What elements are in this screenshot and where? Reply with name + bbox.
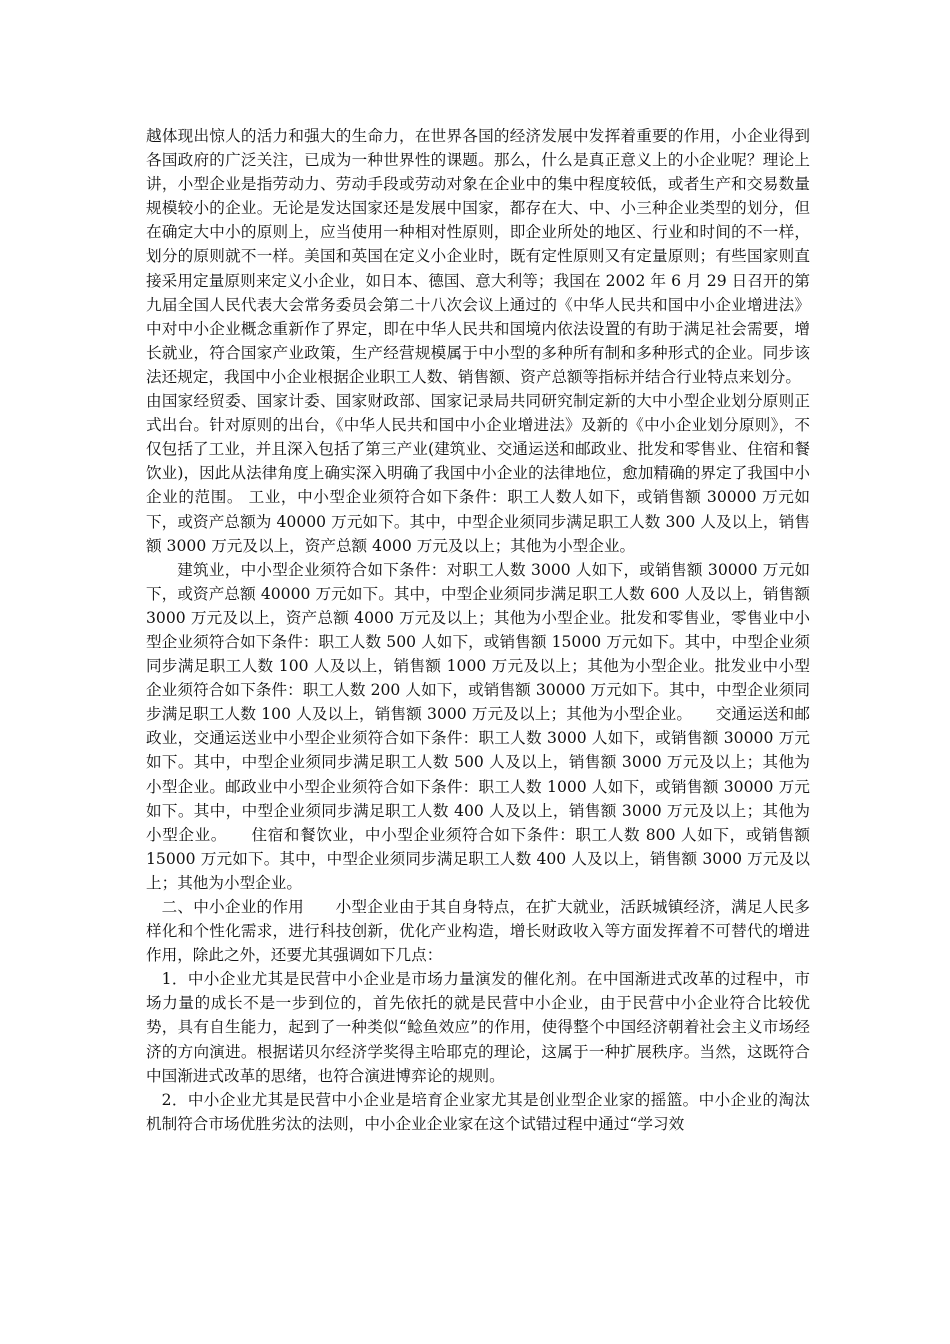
paragraph-4: 二、中小企业的作用 小型企业由于其自身特点，在扩大就业，活跃城镇经济，满足人民多样化和个性化需求，进行科技创新，优化产业构造，增长财政收入等方面发挥着不可替代的增进作用，除此之外，还要尤其强调如下几点：: [146, 898, 810, 965]
paragraph-6: 2．中小企业尤其是民营中小企业是培育企业家尤其是创业型企业家的摇篮。中小企业的淘汰机制符合市场优胜劣汰的法则，中小企业企业家在这个试错过程中通过“学习效: [146, 1090, 810, 1133]
paragraph-5: 1．中小企业尤其是民营中小企业是市场力量演发的催化剂。在中国渐进式改革的过程中，市场力量的成长不是一步到位的，首先依托的就是民营中小企业，由于民营中小企业符合比较优势，具有自生能力，起到了一种类似“鲶鱼效应”的作用，使得整个中国经济朝着社会主义市场经济的方向演进。根据诺贝尔经济学奖得主哈耶克的理论，这属于一种扩展秩序。当然，这既符合中国渐进式改革的思绪，也符合演进博弈论的规则。: [146, 970, 810, 1085]
document-body: [146, 124, 810, 1136]
paragraph-1: 越体现出惊人的活力和强大的生命力，在世界各国的经济发展中发挥着重要的作用，小企业得到各国政府的广泛关注，已成为一种世界性的课题。那么，什么是真正意义上的小企业呢？理论上讲，小型企业是指劳动力、劳动手段或劳动对象在企业中的集中程度较低，或者生产和交易数量规模较小的企业。无论是发达国家还是发展中国家，都存在大、中、小三种企业类型的划分，但在确定大中小的原则上，应当使用一种相对性原则，即企业所处的地区、行业和时间的不一样，划分的原则就不一样。美国和英国在定义小企业时，既有定性原则又有定量原则；有些国家则直接采用定量原则来定义小企业，如日本、德国、意大利等；我国在 2002 年 6 月 29 日召开的第九届全国人民代表大会常务委员会第二十八次会议上通过的《中华人民共和国中小企业增进法》中对中小企业概念重新作了界定，即在中华人民共和国境内依法设置的有助于满足社会需要，增长就业，符合国家产业政策，生产经营规模属于中小型的多种所有制和多种形式的企业。同步该法还规定，我国中小企业根据企业职工人数、销售额、资产总额等指标并结合行业特点来划分。: [146, 127, 810, 386]
paragraph-2: 由国家经贸委、国家计委、国家财政部、国家记录局共同研究制定新的大中小型企业划分原则正式出台。针对原则的出台，《中华人民共和国中小企业增进法》及新的《中小企业划分原则》，不仅包括了工业，并且深入包括了第三产业(建筑业、交通运送和邮政业、批发和零售业、住宿和餐饮业)，因此从法律角度上确实深入明确了我国中小企业的法律地位，愈加精确的界定了我国中小企业的范围。 工业，中小型企业须符合如下条件：职工人数人如下，或销售额 30000 万元如下，或资产总额为 40000 万元如下。其中，中型企业须同步满足职工人数 300 人及以上，销售额 3000 万元及以上，资产总额 4000 万元及以上；其他为小型企业。: [146, 392, 810, 555]
paragraph-3: 建筑业，中小型企业须符合如下条件：对职工人数 3000 人如下，或销售额 30000 万元如下，或资产总额 40000 万元如下。其中，中型企业须同步满足职工人数 600 人及以上，销售额 3000 万元及以上，资产总额 4000 万元及以上；其他为小型企业。批发和零售业，零售业中小型企业须符合如下条件：职工人数 500 人如下，或销售额 15000 万元如下。其中，中型企业须同步满足职工人数 100 人及以上，销售额 1000 万元及以上；其他为小型企业。批发业中小型企业须符合如下条件：职工人数 200 人如下，或销售额 30000 万元如下。其中，中型企业须同步满足职工人数 100 人及以上，销售额 3000 万元及以上；其他为小型企业。 交通运送和邮政业，交通运送业中小型企业须符合如下条件：职工人数 3000 人如下，或销售额 30000 万元如下。其中，中型企业须同步满足职工人数 500 人及以上，销售额 3000 万元及以上；其他为小型企业。邮政业中小型企业须符合如下条件：职工人数 1000 人如下，或销售额 30000 万元如下。其中，中型企业须同步满足职工人数 400 人及以上，销售额 3000 万元及以上；其他为小型企业。 住宿和餐饮业，中小型企业须符合如下条件：职工人数 800 人如下，或销售额 15000 万元如下。其中，中型企业须同步满足职工人数 400 人及以上，销售额 3000 万元及以上；其他为小型企业。: [146, 560, 810, 892]
